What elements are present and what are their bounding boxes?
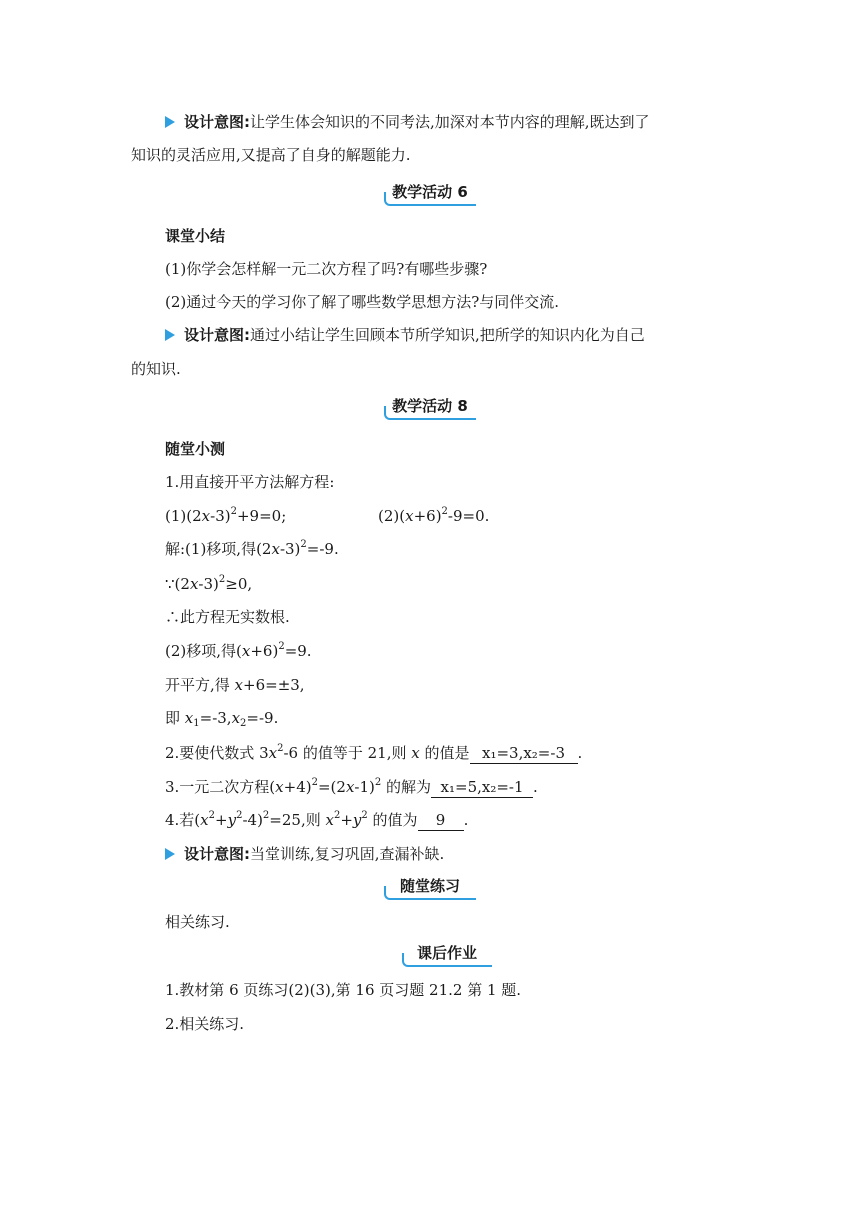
design-intent-2-cont: 的知识. [131, 360, 181, 378]
homework-item-2: 2.相关练习. [165, 1015, 245, 1033]
answer-blank: 9 [418, 810, 464, 831]
banner-title: 教学活动 8 [392, 397, 468, 415]
solution-step: $\because(2x-3)^2\ge 0$, [165, 574, 253, 593]
design-intent-2 [184, 325, 645, 345]
design-intent-label: 设计意图: [184, 326, 250, 344]
solution-step: 即 $x_1=-3,x_2=-9$. [165, 709, 279, 729]
homework-item-1: 1.教材第 6 页练习(2)(3),第 16 页习题 21.2 第 1 题. [165, 981, 522, 999]
quiz-question-2: 2.要使代数式 $3x^2-6$ 的值等于 21,则 x 的值是 x₁=3,x₂=-3 . [165, 743, 583, 762]
design-intent-label: 设计意图: [184, 845, 250, 863]
answer-blank: x₁=5,x₂=-1 [431, 777, 533, 798]
solution-step: 解:(1)移项,得$(2x-3)^2=-9$. [165, 539, 339, 558]
banner-title: 课后作业 [416, 944, 477, 962]
equation-1: $(1)(2x-3)^2+9=0$; [165, 506, 287, 525]
banner-title: 教学活动 6 [392, 183, 468, 201]
section-banner-activity8 [384, 396, 476, 420]
solution-step: 开平方,得 x+6=±3, [165, 676, 305, 694]
section-banner-practice [384, 876, 476, 900]
quiz-question-1: 1.用直接开平方法解方程: [165, 473, 335, 491]
summary-question-1: (1)你学会怎样解一元二次方程了吗?有哪些步骤? [165, 260, 488, 278]
quiz-question-3: 3.一元二次方程$(x+4)^2=(2x-1)^2$ 的解为 x₁=5,x₂=-1 . [165, 777, 538, 796]
design-intent-label: 设计意图: [184, 113, 250, 131]
design-intent-1-cont: 知识的灵活应用,又提高了自身的解题能力. [131, 146, 411, 164]
section-banner-homework [402, 943, 492, 967]
design-intent-1 [184, 112, 650, 132]
solution-step: ∴此方程无实数根. [165, 608, 290, 626]
section-banner-activity6 [384, 182, 476, 206]
summary-question-2: (2)通过今天的学习你了解了哪些数学思想方法?与同伴交流. [165, 293, 560, 311]
summary-heading: 课堂小结 [165, 227, 226, 245]
quiz-heading: 随堂小测 [165, 440, 226, 458]
design-intent-text: 当堂训练,复习巩固,查漏补缺. [250, 845, 445, 863]
triangle-bullet-icon [165, 848, 175, 860]
design-intent-text: 让学生体会知识的不同考法,加深对本节内容的理解,既达到了 [250, 113, 650, 131]
design-intent-text: 通过小结让学生回顾本节所学知识,把所学的知识内化为自己 [250, 326, 645, 344]
answer-blank: x₁=3,x₂=-3 [470, 743, 578, 764]
triangle-bullet-icon [165, 116, 175, 128]
solution-step: (2)移项,得$(x+6)^2=9$. [165, 641, 312, 660]
practice-text: 相关练习. [165, 913, 230, 931]
design-intent-3 [184, 844, 444, 864]
quiz-question-4: 4.若$(x^2+y^2-4)^2=25$,则 $x^2+y^2$ 的值为 9 . [165, 810, 469, 829]
equation-2: $(2)(x+6)^2-9=0$. [378, 506, 490, 525]
triangle-bullet-icon [165, 329, 175, 341]
banner-title: 随堂练习 [399, 877, 460, 895]
